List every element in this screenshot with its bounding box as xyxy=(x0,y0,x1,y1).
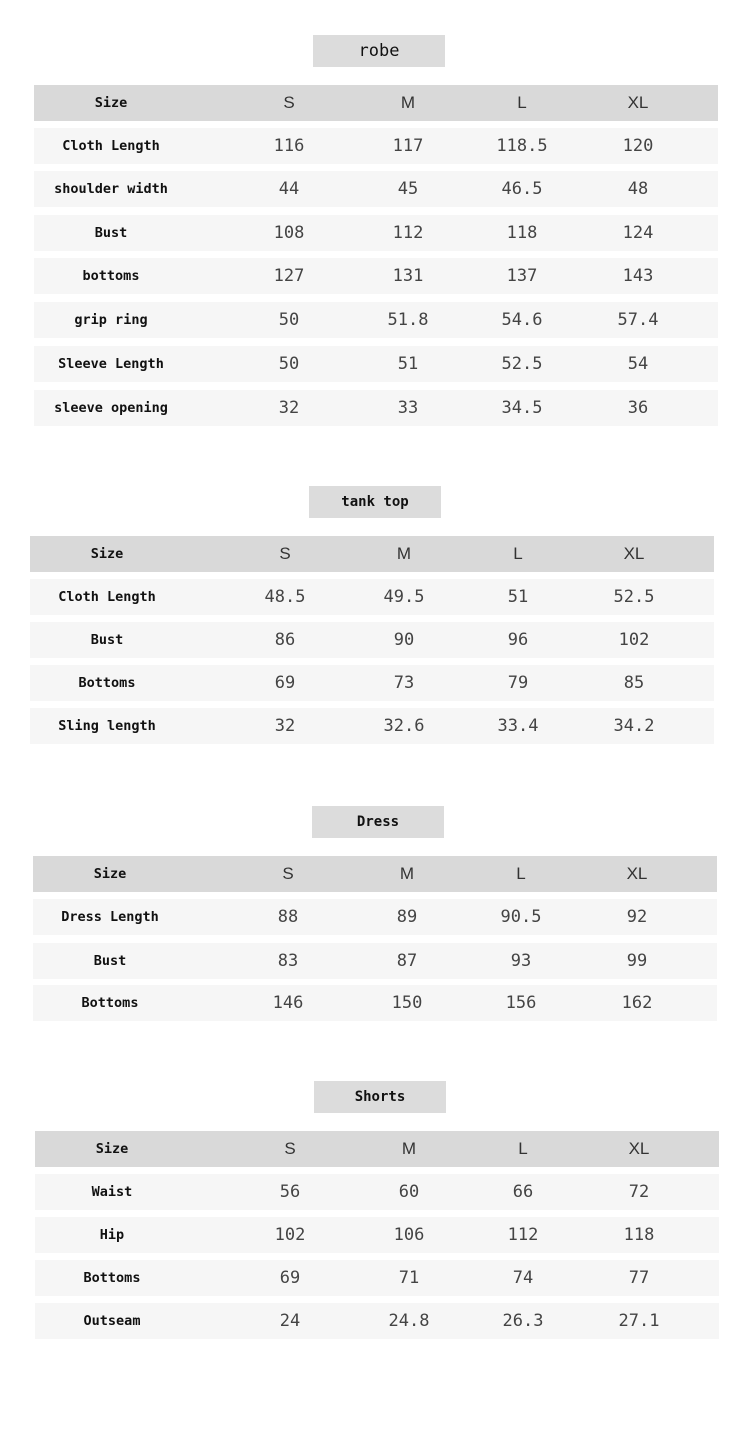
table-row xyxy=(33,943,717,979)
table-row xyxy=(34,171,718,207)
table-row xyxy=(35,1174,719,1210)
table-row xyxy=(33,985,717,1021)
header-cell: M xyxy=(399,864,415,883)
table-cell: 57.4 xyxy=(617,310,659,330)
table-cell: 85 xyxy=(623,673,645,693)
header-cell: XL xyxy=(623,544,645,563)
table-cell: 143 xyxy=(622,266,654,286)
table-cell: 51.8 xyxy=(387,310,429,330)
table-cell: 99 xyxy=(626,951,648,971)
section-title: robe xyxy=(313,35,445,67)
table-row xyxy=(35,1217,719,1253)
table-cell: 44 xyxy=(278,179,300,199)
table-cell: 124 xyxy=(622,223,654,243)
table-cell: 86 xyxy=(274,630,296,650)
table-cell: 118 xyxy=(506,223,538,243)
row-label: bottoms xyxy=(82,268,140,284)
table-cell: 34.2 xyxy=(613,716,655,736)
header-cell: XL xyxy=(626,864,648,883)
table-cell: 54.6 xyxy=(501,310,543,330)
table-row xyxy=(30,622,714,658)
table-header-row xyxy=(30,536,714,572)
table-cell: 156 xyxy=(505,993,537,1013)
row-label: Waist xyxy=(91,1184,133,1200)
table-cell: 73 xyxy=(393,673,415,693)
header-cell: XL xyxy=(627,93,649,112)
table-cell: 71 xyxy=(398,1268,420,1288)
table-cell: 120 xyxy=(622,136,654,156)
table-cell: 79 xyxy=(507,673,529,693)
table-cell: 48 xyxy=(627,179,649,199)
table-row xyxy=(35,1303,719,1339)
table-cell: 50 xyxy=(278,310,300,330)
table-cell: 117 xyxy=(392,136,424,156)
header-cell: Size xyxy=(90,546,124,562)
header-cell: S xyxy=(284,1139,296,1158)
row-label: grip ring xyxy=(74,312,148,328)
table-cell: 56 xyxy=(279,1182,301,1202)
table-cell: 36 xyxy=(627,398,649,418)
table-cell: 74 xyxy=(512,1268,534,1288)
table-cell: 102 xyxy=(274,1225,306,1245)
table-cell: 26.3 xyxy=(502,1311,544,1331)
table-cell: 118.5 xyxy=(496,136,548,156)
table-cell: 90.5 xyxy=(500,907,542,927)
table-cell: 50 xyxy=(278,354,300,374)
table-cell: 32 xyxy=(278,398,300,418)
table-cell: 127 xyxy=(273,266,305,286)
table-header-row xyxy=(34,85,718,121)
table-cell: 112 xyxy=(507,1225,539,1245)
table-row xyxy=(34,215,718,251)
table-cell: 32.6 xyxy=(383,716,425,736)
header-cell: M xyxy=(400,93,416,112)
table-row xyxy=(35,1260,719,1296)
table-cell: 54 xyxy=(627,354,649,374)
row-label: Bottoms xyxy=(81,995,139,1011)
table-row xyxy=(34,390,718,426)
row-label: Cloth Length xyxy=(62,138,160,154)
table-cell: 69 xyxy=(274,673,296,693)
table-cell: 66 xyxy=(512,1182,534,1202)
header-cell: Size xyxy=(95,1141,129,1157)
table-cell: 51 xyxy=(397,354,419,374)
table-cell: 96 xyxy=(507,630,529,650)
header-cell: Size xyxy=(94,95,128,111)
table-cell: 137 xyxy=(506,266,538,286)
header-cell: Size xyxy=(93,866,127,882)
table-cell: 27.1 xyxy=(618,1311,660,1331)
row-label: Outseam xyxy=(83,1313,141,1329)
table-cell: 112 xyxy=(392,223,424,243)
header-cell: L xyxy=(513,544,523,563)
row-label: Bottoms xyxy=(83,1270,141,1286)
table-cell: 83 xyxy=(277,951,299,971)
table-cell: 60 xyxy=(398,1182,420,1202)
table-cell: 33.4 xyxy=(497,716,539,736)
table-cell: 46.5 xyxy=(501,179,543,199)
table-cell: 118 xyxy=(623,1225,655,1245)
table-cell: 88 xyxy=(277,907,299,927)
table-cell: 32 xyxy=(274,716,296,736)
table-row xyxy=(34,128,718,164)
table-cell: 102 xyxy=(618,630,650,650)
table-header-row xyxy=(33,856,717,892)
header-cell: S xyxy=(282,864,294,883)
table-header-row xyxy=(35,1131,719,1167)
table-cell: 49.5 xyxy=(383,587,425,607)
table-cell: 24 xyxy=(279,1311,301,1331)
section-title: Dress xyxy=(312,806,444,838)
table-row xyxy=(30,708,714,744)
table-cell: 90 xyxy=(393,630,415,650)
header-cell: M xyxy=(396,544,412,563)
section-title: tank top xyxy=(309,486,441,518)
table-cell: 77 xyxy=(628,1268,650,1288)
table-cell: 106 xyxy=(393,1225,425,1245)
header-cell: XL xyxy=(628,1139,650,1158)
header-cell: L xyxy=(518,1139,528,1158)
section-title: Shorts xyxy=(314,1081,446,1113)
table-row xyxy=(34,302,718,338)
table-cell: 72 xyxy=(628,1182,650,1202)
table-cell: 150 xyxy=(391,993,423,1013)
table-cell: 34.5 xyxy=(501,398,543,418)
row-label: Bottoms xyxy=(78,675,136,691)
table-cell: 52.5 xyxy=(613,587,655,607)
table-cell: 52.5 xyxy=(501,354,543,374)
header-cell: L xyxy=(517,93,527,112)
table-cell: 92 xyxy=(626,907,648,927)
row-label: Bust xyxy=(93,953,127,969)
table-cell: 51 xyxy=(507,587,529,607)
table-row xyxy=(34,346,718,382)
table-cell: 33 xyxy=(397,398,419,418)
table-cell: 45 xyxy=(397,179,419,199)
table-cell: 69 xyxy=(279,1268,301,1288)
row-label: Dress Length xyxy=(61,909,159,925)
table-row xyxy=(34,258,718,294)
header-cell: M xyxy=(401,1139,417,1158)
row-label: Bust xyxy=(90,632,124,648)
table-cell: 146 xyxy=(272,993,304,1013)
row-label: Bust xyxy=(94,225,128,241)
table-row xyxy=(30,579,714,615)
table-cell: 131 xyxy=(392,266,424,286)
header-cell: S xyxy=(279,544,291,563)
row-label: Sling length xyxy=(58,718,156,734)
table-cell: 93 xyxy=(510,951,532,971)
table-cell: 24.8 xyxy=(388,1311,430,1331)
table-cell: 48.5 xyxy=(264,587,306,607)
row-label: sleeve opening xyxy=(54,400,168,416)
table-row xyxy=(30,665,714,701)
table-cell: 116 xyxy=(273,136,305,156)
row-label: Sleeve Length xyxy=(58,356,164,372)
table-cell: 87 xyxy=(396,951,418,971)
table-row xyxy=(33,899,717,935)
header-cell: L xyxy=(516,864,526,883)
row-label: shoulder width xyxy=(54,181,168,197)
row-label: Hip xyxy=(99,1227,125,1243)
table-cell: 89 xyxy=(396,907,418,927)
table-cell: 162 xyxy=(621,993,653,1013)
header-cell: S xyxy=(283,93,295,112)
table-cell: 108 xyxy=(273,223,305,243)
row-label: Cloth Length xyxy=(58,589,156,605)
